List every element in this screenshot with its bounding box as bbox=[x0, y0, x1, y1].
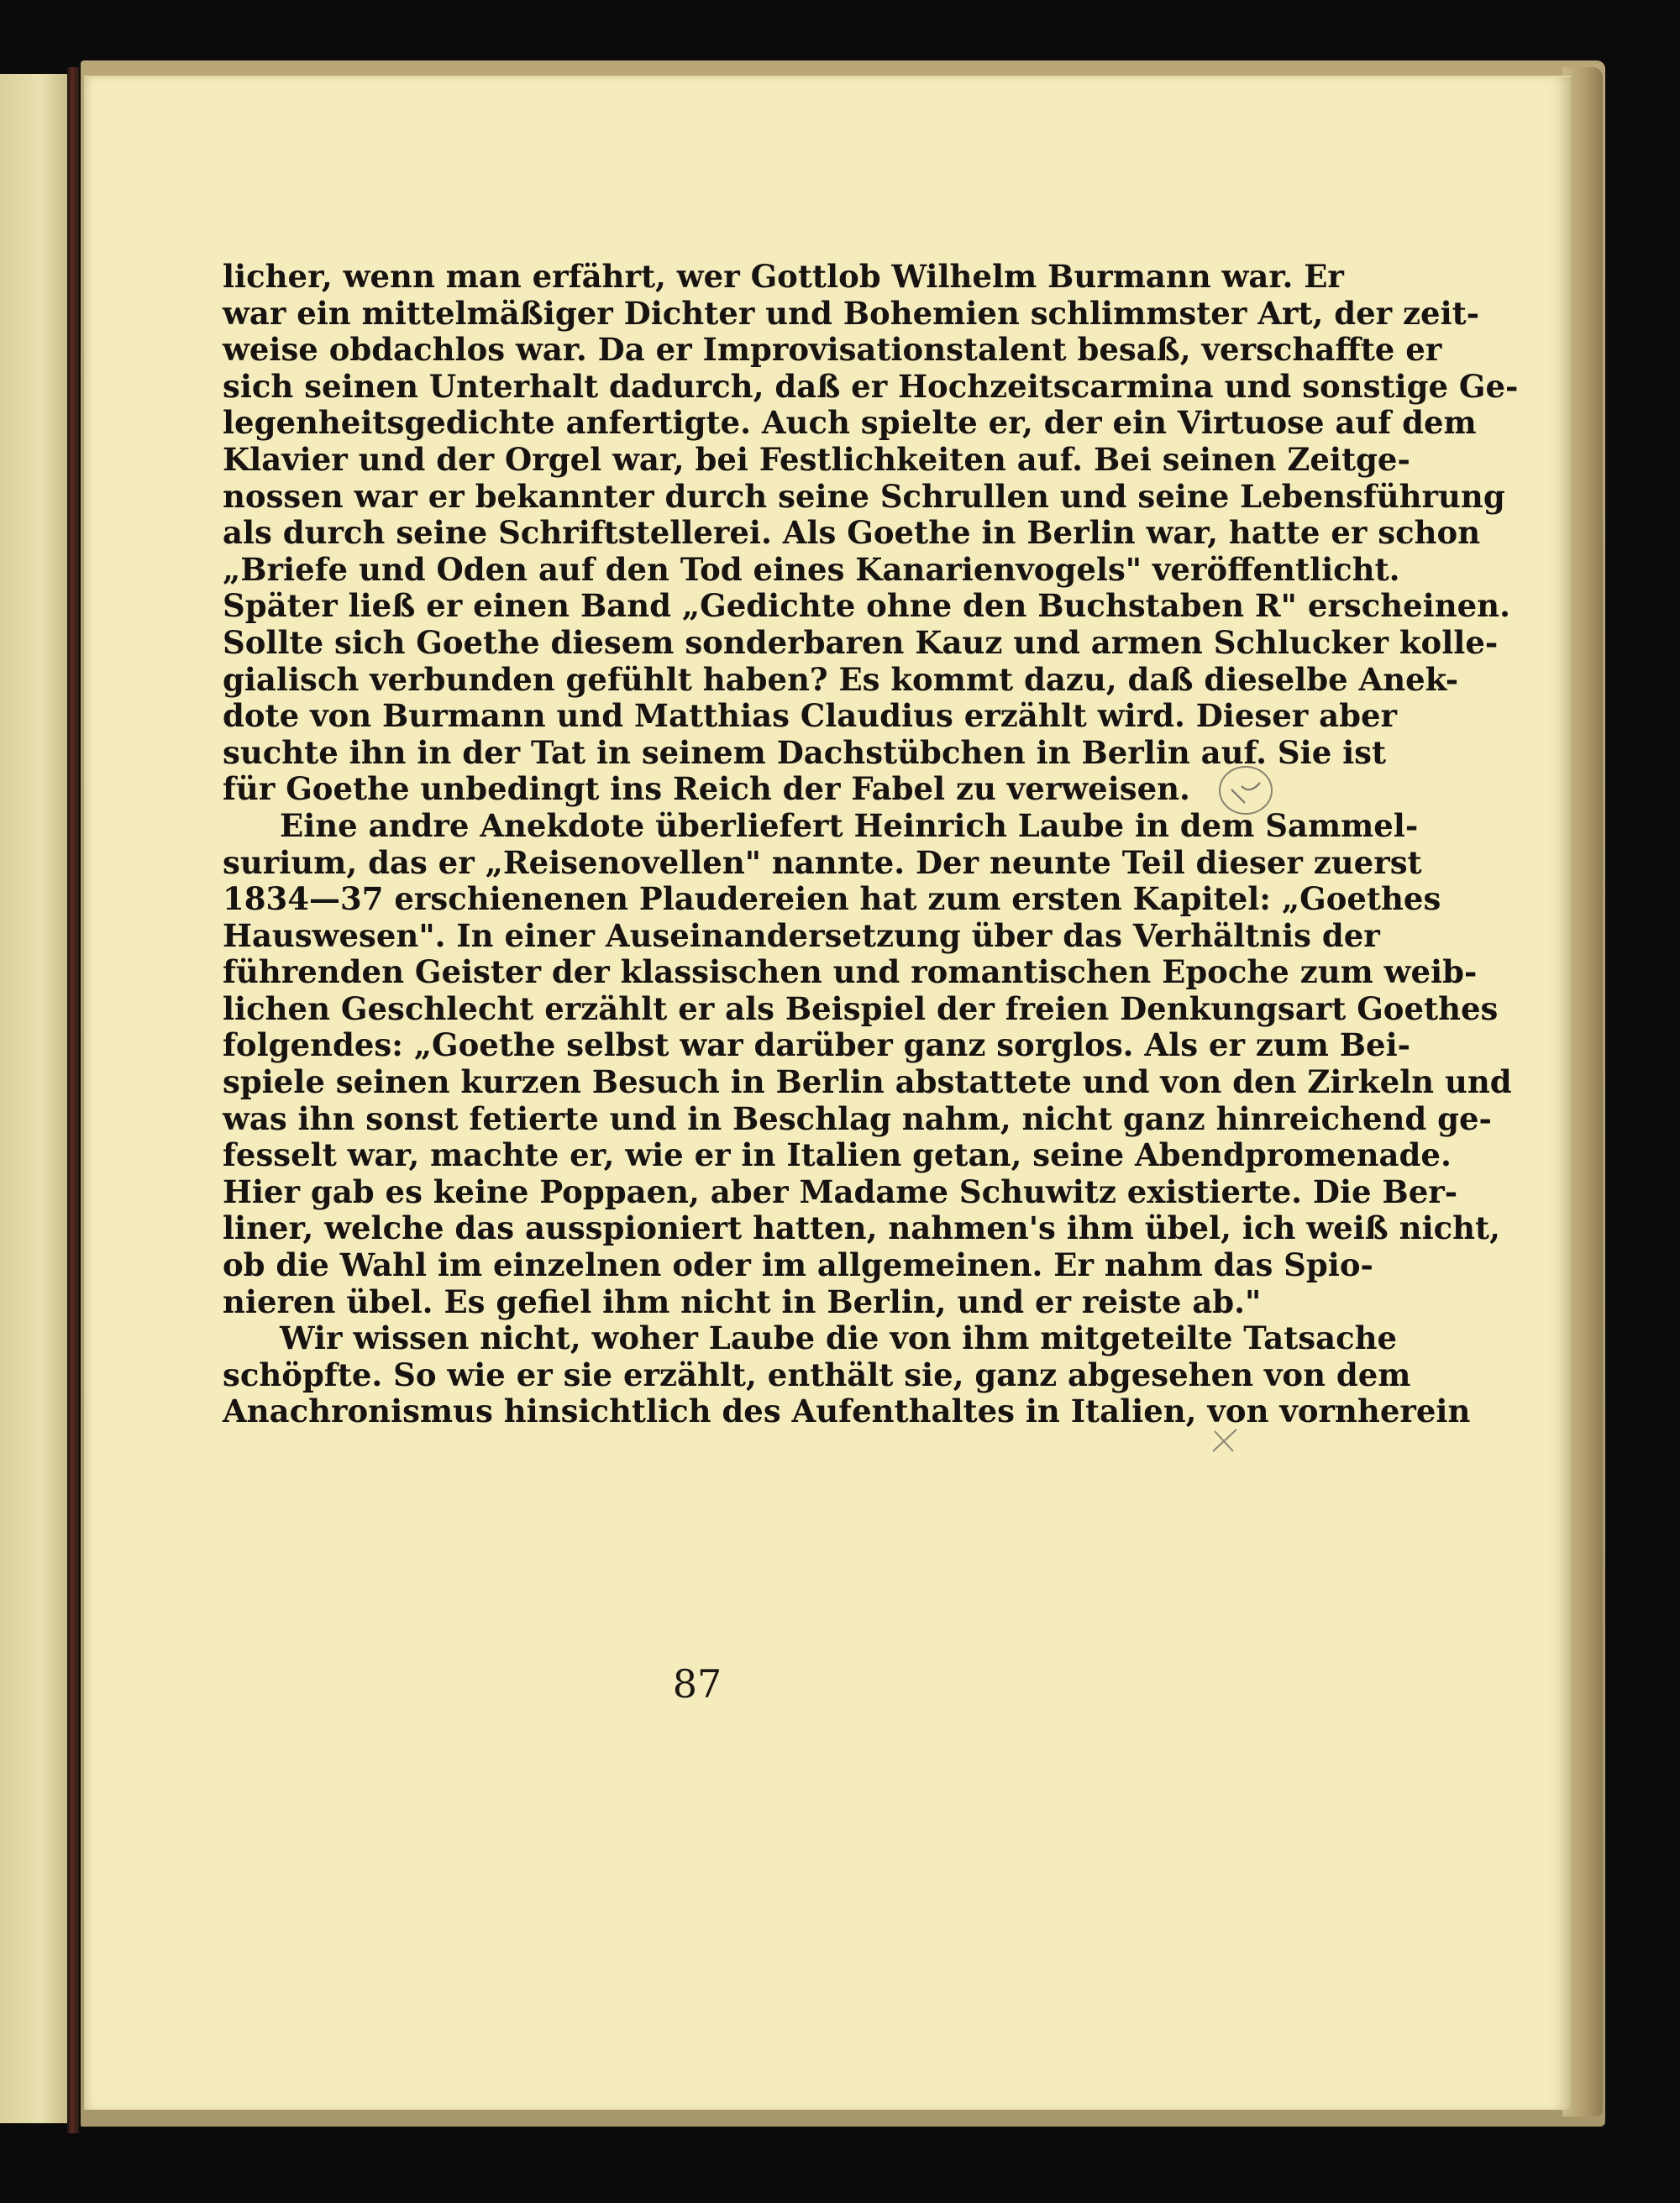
text-line: licher, wenn man erfährt, wer Gottlob Wilhelm Burmann war. Er bbox=[223, 258, 1344, 295]
body-text bbox=[223, 258, 1519, 1430]
text-line: weise obdachlos war. Da er Improvisationstalent besaß, verschaffte er bbox=[223, 331, 1442, 369]
text-line: lichen Geschlecht erzählt er als Beispiel der freien Denkungsart Goethes bbox=[223, 989, 1499, 1027]
page-number: 87 bbox=[672, 1661, 722, 1707]
text-line: ob die Wahl im einzelnen oder im allgemeinen. Er nahm das Spio- bbox=[223, 1246, 1373, 1284]
text-line: für Goethe unbedingt ins Reich der Fabel zu verweisen. bbox=[223, 770, 1190, 808]
paragraph-3 bbox=[223, 1319, 1471, 1430]
text-line: legenheitsgedichte anfertigte. Auch spielte er, der ein Virtuose auf dem bbox=[223, 404, 1477, 442]
text-line: „Briefe und Oden auf den Tod eines Kanarienvogels" veröffentlicht. bbox=[223, 550, 1400, 588]
text-line: gialisch verbunden gefühlt haben? Es kommt dazu, daß dieselbe Anek- bbox=[223, 660, 1459, 698]
text-line: nossen war er bekannter durch seine Schrullen und seine Lebensführung bbox=[223, 477, 1505, 515]
text-line: Hauswesen". In einer Auseinandersetzung über das Verhältnis der bbox=[223, 916, 1380, 954]
text-line: dote von Burmann und Matthias Claudius erzählt wird. Dieser aber bbox=[223, 697, 1398, 735]
text-line: war ein mittelmäßiger Dichter und Bohemien schlimmster Art, der zeit- bbox=[223, 294, 1480, 332]
text-line: was ihn sonst fetierte und in Beschlag nahm, nicht ganz hinreichend ge- bbox=[223, 1099, 1492, 1137]
text-line: fesselt war, machte er, wie er in Italien getan, seine Abendpromenade. bbox=[223, 1136, 1452, 1174]
text-line: führenden Geister der klassischen und romantischen Epoche zum weib- bbox=[223, 953, 1478, 991]
text-line: Sollte sich Goethe diesem sonderbaren Kauz und armen Schlucker kolle- bbox=[223, 623, 1499, 661]
text-line: folgendes: „Goethe selbst war darüber ganz sorglos. Als er zum Bei- bbox=[223, 1026, 1410, 1064]
pencil-circle-mark-icon bbox=[1216, 761, 1275, 820]
paragraph-2 bbox=[223, 806, 1512, 1320]
text-line: 1834—37 erschienenen Plaudereien hat zum ersten Kapitel: „Goethes bbox=[223, 880, 1441, 918]
book-spine-gutter bbox=[67, 67, 79, 2133]
text-line: Wir wissen nicht, woher Laube die von ihm mitgeteilte Tatsache bbox=[280, 1319, 1398, 1357]
text-line: als durch seine Schriftstellerei. Als Goethe in Berlin war, hatte er schon bbox=[223, 514, 1481, 552]
text-line: Eine andre Anekdote überliefert Heinrich Laube in dem Sammel- bbox=[280, 806, 1419, 844]
text-line: spiele seinen kurzen Besuch in Berlin abstattete und von den Zirkeln und bbox=[223, 1063, 1512, 1101]
pencil-x-mark-icon bbox=[1208, 1426, 1242, 1456]
text-line: suchte ihn in der Tat in seinem Dachstübchen in Berlin auf. Sie ist bbox=[223, 733, 1387, 771]
text-line: sich seinen Unterhalt dadurch, daß er Hochzeitscarmina und sonstige Ge- bbox=[223, 367, 1519, 405]
text-line: liner, welche das ausspioniert hatten, nahmen's ihm übel, ich weiß nicht, bbox=[223, 1209, 1501, 1247]
text-line: nieren übel. Es gefiel ihm nicht in Berlin, und er reiste ab." bbox=[223, 1282, 1262, 1320]
text-line: Hier gab es keine Poppaen, aber Madame Schuwitz existierte. Die Ber- bbox=[223, 1172, 1458, 1210]
text-line: Klavier und der Orgel war, bei Festlichkeiten auf. Bei seinen Zeitge- bbox=[223, 440, 1410, 478]
text-line: Anachronismus hinsichtlich des Aufenthaltes in Italien, von vornherein bbox=[223, 1393, 1471, 1430]
left-facing-page-edge bbox=[0, 74, 70, 2123]
text-line: schöpfte. So wie er sie erzählt, enthält sie, ganz abgesehen von dem bbox=[223, 1356, 1411, 1393]
paragraph-1 bbox=[223, 258, 1519, 808]
text-line: Später ließ er einen Band „Gedichte ohne den Buchstaben R" erscheinen. bbox=[223, 587, 1510, 625]
text-line: surium, das er „Reisenovellen" nannte. Der neunte Teil dieser zuerst bbox=[223, 843, 1422, 881]
